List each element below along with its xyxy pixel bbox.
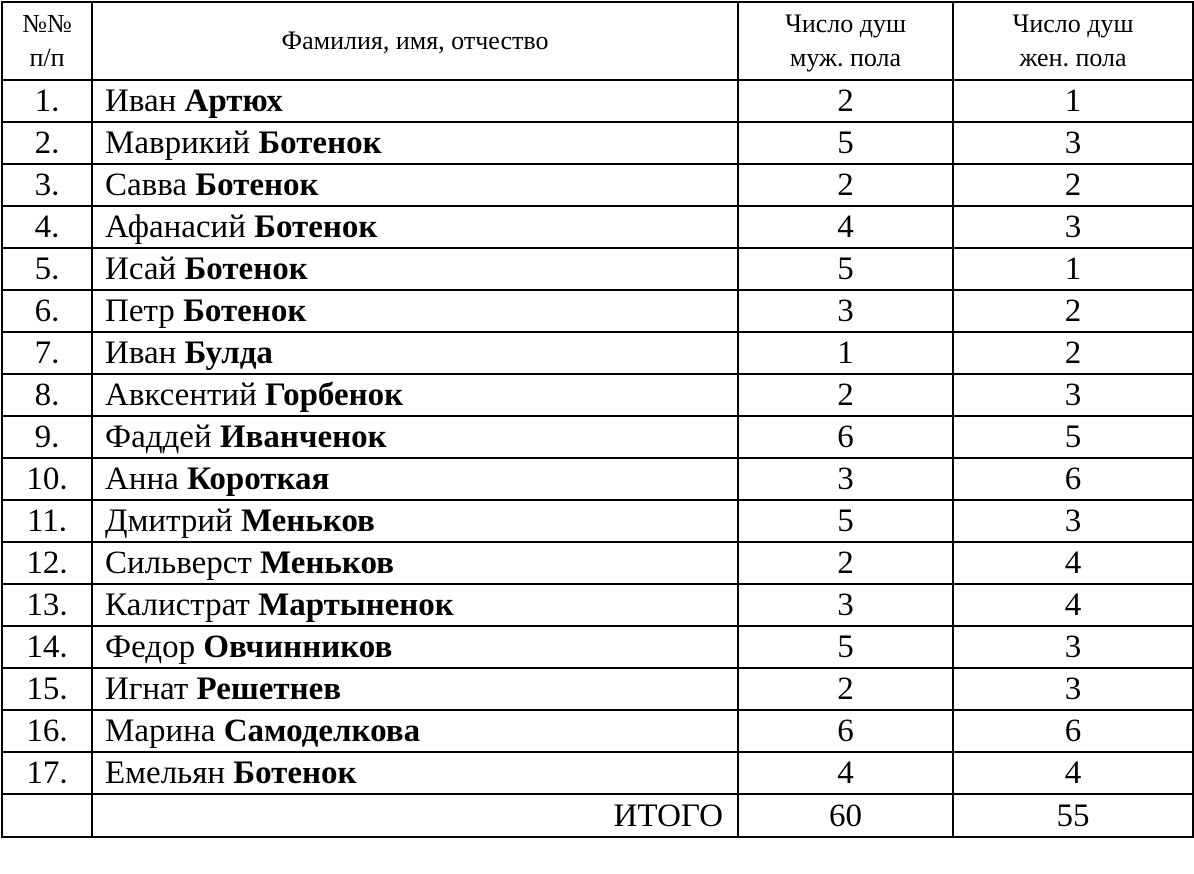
table-body [2, 80, 1193, 794]
row-female-count: 4 [953, 752, 1193, 794]
row-female-count: 1 [953, 80, 1193, 122]
table-row [2, 290, 1193, 332]
table-footer [2, 794, 1193, 837]
row-male-count: 5 [738, 626, 953, 668]
row-female-count: 3 [953, 122, 1193, 164]
table-row [2, 752, 1193, 794]
totals-label: ИТОГО [92, 794, 738, 837]
row-full-name [92, 710, 738, 752]
row-first-name: Иван [105, 335, 177, 371]
row-full-name [92, 584, 738, 626]
row-surname: Булда [184, 335, 273, 371]
table-row [2, 542, 1193, 584]
row-number: 3. [2, 164, 92, 206]
row-surname: Ботенок [184, 251, 308, 287]
row-surname: Меньков [260, 545, 394, 581]
row-first-name: Федор [105, 629, 196, 665]
row-male-count: 5 [738, 122, 953, 164]
row-male-count: 4 [738, 206, 953, 248]
table-row [2, 248, 1193, 290]
row-first-name: Марина [105, 713, 216, 749]
row-full-name [92, 626, 738, 668]
totals-row [2, 794, 1193, 837]
header-male-line1: Число душ [784, 9, 907, 38]
row-male-count: 3 [738, 290, 953, 332]
header-male [738, 2, 953, 80]
table-header [2, 2, 1193, 80]
row-female-count: 5 [953, 416, 1193, 458]
row-surname: Мартыненок [258, 587, 454, 623]
row-number: 16. [2, 710, 92, 752]
row-surname: Меньков [240, 503, 375, 539]
row-surname: Самоделкова [223, 713, 421, 749]
row-full-name [92, 668, 738, 710]
row-full-name [92, 206, 738, 248]
row-first-name: Авксентий [105, 377, 257, 413]
row-first-name: Афанасий [105, 209, 246, 245]
row-female-count: 6 [953, 710, 1193, 752]
row-surname: Короткая [187, 461, 330, 497]
header-number-line1: №№ [22, 9, 72, 38]
row-full-name [92, 374, 738, 416]
table-row [2, 122, 1193, 164]
row-full-name [92, 164, 738, 206]
table-row [2, 500, 1193, 542]
row-first-name: Иван [105, 83, 177, 119]
row-surname: Горбенок [264, 377, 404, 413]
row-female-count: 3 [953, 374, 1193, 416]
row-female-count: 2 [953, 164, 1193, 206]
table-row [2, 626, 1193, 668]
row-number: 12. [2, 542, 92, 584]
row-full-name [92, 122, 738, 164]
row-number: 1. [2, 80, 92, 122]
row-full-name [92, 542, 738, 584]
row-number: 14. [2, 626, 92, 668]
row-female-count: 3 [953, 668, 1193, 710]
row-surname: Ботенок [233, 755, 357, 791]
row-male-count: 1 [738, 332, 953, 374]
row-male-count: 6 [738, 710, 953, 752]
row-first-name: Игнат [105, 671, 189, 707]
row-number: 7. [2, 332, 92, 374]
row-female-count: 1 [953, 248, 1193, 290]
totals-female: 55 [953, 794, 1193, 837]
row-male-count: 4 [738, 752, 953, 794]
header-name: Фамилия, имя, отчество [92, 2, 738, 80]
row-number: 11. [2, 500, 92, 542]
row-male-count: 3 [738, 584, 953, 626]
row-number: 10. [2, 458, 92, 500]
row-full-name [92, 248, 738, 290]
row-female-count: 6 [953, 458, 1193, 500]
table-row [2, 710, 1193, 752]
table-row [2, 206, 1193, 248]
header-number-line2: п/п [29, 43, 65, 72]
row-full-name [92, 290, 738, 332]
row-number: 9. [2, 416, 92, 458]
row-surname: Ботенок [258, 125, 382, 161]
row-full-name [92, 500, 738, 542]
row-first-name: Савва [105, 167, 188, 203]
row-female-count: 2 [953, 290, 1193, 332]
row-full-name [92, 80, 738, 122]
row-number: 6. [2, 290, 92, 332]
row-number: 4. [2, 206, 92, 248]
row-male-count: 2 [738, 80, 953, 122]
row-female-count: 3 [953, 500, 1193, 542]
row-number: 13. [2, 584, 92, 626]
row-number: 5. [2, 248, 92, 290]
row-first-name: Калистрат [105, 587, 250, 623]
table-row [2, 458, 1193, 500]
row-first-name: Анна [105, 461, 179, 497]
row-female-count: 3 [953, 206, 1193, 248]
row-full-name [92, 752, 738, 794]
row-male-count: 2 [738, 668, 953, 710]
row-female-count: 4 [953, 542, 1193, 584]
row-surname: Решетнев [196, 671, 342, 707]
row-surname: Овчинников [203, 629, 393, 665]
row-male-count: 2 [738, 374, 953, 416]
row-surname: Ботенок [183, 293, 307, 329]
row-surname: Артюх [184, 83, 283, 119]
table-row [2, 80, 1193, 122]
census-table [1, 1, 1194, 838]
row-female-count: 3 [953, 626, 1193, 668]
row-number: 15. [2, 668, 92, 710]
row-surname: Ботенок [254, 209, 378, 245]
row-male-count: 5 [738, 500, 953, 542]
header-female-line1: Число душ [1012, 9, 1134, 38]
table-row [2, 416, 1193, 458]
row-male-count: 2 [738, 542, 953, 584]
table-row [2, 374, 1193, 416]
row-first-name: Сильверст [105, 545, 252, 581]
table-row [2, 668, 1193, 710]
row-full-name [92, 416, 738, 458]
row-female-count: 4 [953, 584, 1193, 626]
header-number [2, 2, 92, 80]
row-male-count: 2 [738, 164, 953, 206]
header-female-line2: жен. пола [1019, 43, 1127, 72]
row-first-name: Фаддей [105, 419, 212, 455]
row-first-name: Маврикий [105, 125, 251, 161]
table-row [2, 332, 1193, 374]
row-surname: Ботенок [195, 167, 319, 203]
row-number: 2. [2, 122, 92, 164]
row-number: 8. [2, 374, 92, 416]
table-row [2, 584, 1193, 626]
row-full-name [92, 332, 738, 374]
header-female [953, 2, 1193, 80]
row-male-count: 6 [738, 416, 953, 458]
row-male-count: 3 [738, 458, 953, 500]
totals-male: 60 [738, 794, 953, 837]
totals-empty-cell [2, 794, 92, 837]
row-full-name [92, 458, 738, 500]
header-row [2, 2, 1193, 80]
row-first-name: Петр [105, 293, 175, 329]
row-male-count: 5 [738, 248, 953, 290]
row-number: 17. [2, 752, 92, 794]
row-first-name: Емельян [105, 755, 226, 791]
row-first-name: Дмитрий [105, 503, 233, 539]
row-female-count: 2 [953, 332, 1193, 374]
header-male-line2: муж. пола [789, 43, 902, 72]
row-surname: Иванченок [219, 419, 387, 455]
table-row [2, 164, 1193, 206]
row-first-name: Исай [105, 251, 177, 287]
